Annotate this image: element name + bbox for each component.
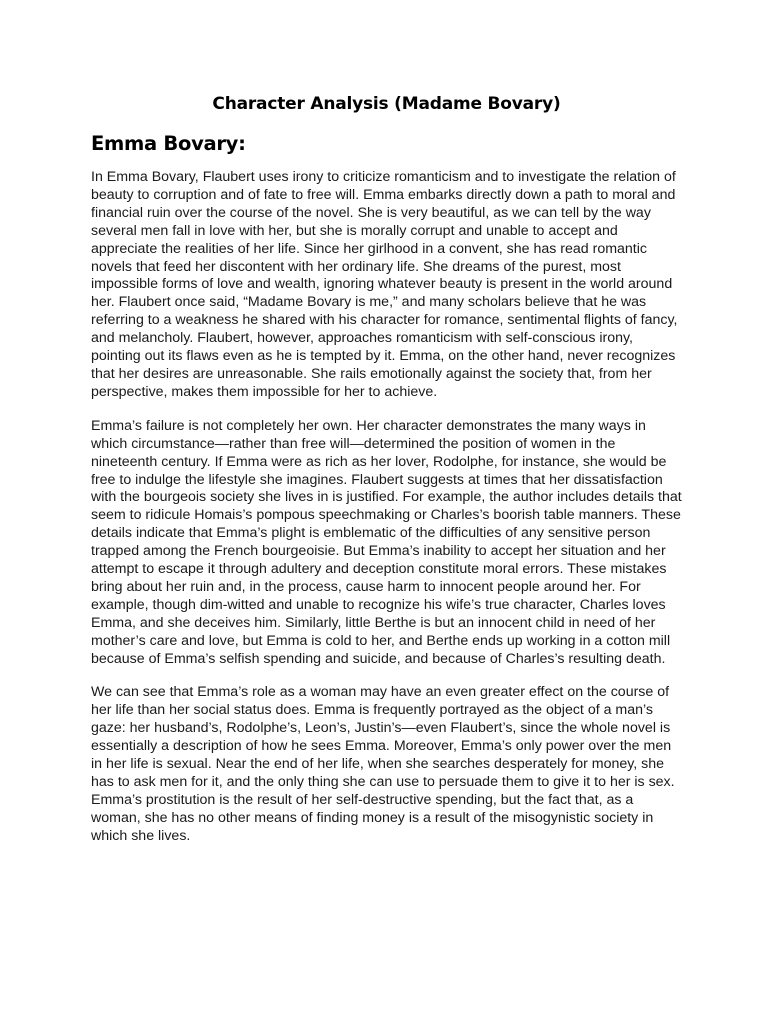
section-heading: Emma Bovary: (91, 132, 246, 155)
paragraph-2: Emma’s failure is not completely her own. Her character demonstrates the many ways in which circumstance—rather than free will—determined the position of women in the nineteenth century. If Emma were as rich as her lover, Rodolphe, for instance, she would be free to indulge the lifestyle she imagines. Flaubert suggests at times that her dissatisfaction with the bourgeois society she lives in is justified. For example, the author includes details that seem to ridicule Homais’s pompous speechmaking or Charles’s boorish table manners. These details indicate that Emma’s plight is emblematic of the difficulties of any sensitive person trapped among the French bourgeoisie. But Emma’s inability to accept her situation and her attempt to escape it through adultery and deception constitute moral errors. These mistakes bring about her ruin and, in the process, cause harm to innocent people around her. For example, though dim-witted and unable to recognize his wife’s true character, Charles loves Emma, and she deceives him. Similarly, little Berthe is but an innocent child in need of her mother’s care and love, but Emma is cold to her, and Berthe ends up working in a cotton mill because of Emma’s selfish spending and suicide, and because of Charles’s resulting death. (91, 417, 682, 667)
paragraph-1: In Emma Bovary, Flaubert uses irony to criticize romanticism and to investigate the relation of beauty to corruption and of fate to free will. Emma embarks directly down a path to moral and financial ruin over the course of the novel. She is very beautiful, as we can tell by the way several men fall in love with her, but she is morally corrupt and unable to accept and appreciate the realities of her life. Since her girlhood in a convent, she has read romantic novels that feed her discontent with her ordinary life. She dreams of the purest, most impossible forms of love and wealth, ignoring whatever beauty is present in the world around her. Flaubert once said, “Madame Bovary is me,” and many scholars believe that he was referring to a weakness he shared with his character for romance, sentimental flights of fancy, and melancholy. Flaubert, however, approaches romanticism with self-conscious irony, pointing out its flaws even as he is tempted by it. Emma, on the other hand, never recognizes that her desires are unreasonable. She rails emotionally against the society that, from her perspective, makes them impossible for her to achieve. (91, 169, 678, 400)
paragraph-3: We can see that Emma’s role as a woman may have an even greater effect on the course of her life than her social status does. Emma is frequently portrayed as the object of a man’s gaze: her husband’s, Rodolphe’s, Leon’s, Justin’s—even Flaubert’s, since the whole novel is essentially a description of how he sees Emma. Moreover, Emma’s only power over the men in her life is sexual. Near the end of her life, when she searches desperately for money, she has to ask men for it, and the only thing she can use to persuade them to give it to her is sex. Emma’s prostitution is the result of her self-destructive spending, but the fact that, as a woman, she has no other means of finding money is a result of the misogynistic society in which she lives. (91, 684, 675, 844)
document-title: Character Analysis (Madame Bovary) (212, 94, 561, 114)
